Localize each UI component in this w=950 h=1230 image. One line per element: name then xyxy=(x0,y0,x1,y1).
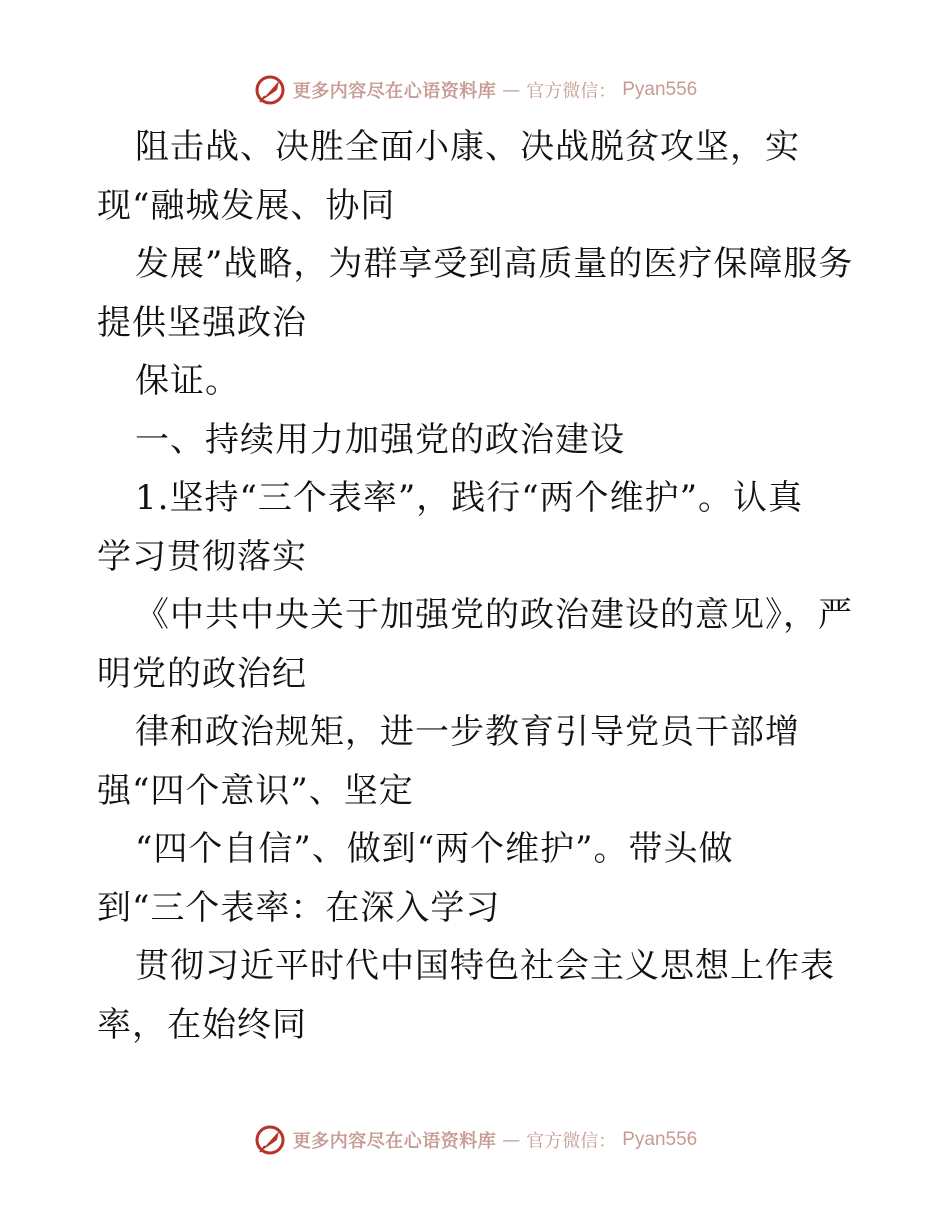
text-line: 阻击战、决胜全面小康、决战脱贫攻坚，实 xyxy=(135,127,800,167)
banner-subtitle: 官方微信： xyxy=(526,1131,617,1152)
text-line: 律和政治规矩，进一步教育引导党员干部增 xyxy=(135,712,800,752)
text-line: 保证。 xyxy=(135,361,240,401)
banner-text: 更多内容尽在心语资料库 xyxy=(292,1131,497,1152)
banner-wechat-id: Pyan556 xyxy=(622,79,698,100)
text-line: 率，在始终同 xyxy=(97,1004,307,1045)
text-line: 明党的政治纪 xyxy=(97,653,307,694)
banner-subtitle: 官方微信： xyxy=(526,81,617,102)
banner-dash: — xyxy=(502,79,521,101)
quill-logo-icon xyxy=(253,1123,287,1157)
text-line: 《中共中央关于加强党的政治建设的意见》，严 xyxy=(135,595,853,635)
header-banner xyxy=(0,70,950,110)
banner-text: 更多内容尽在心语资料库 xyxy=(292,81,497,102)
text-line: 1.坚持“三个表率”，践行“两个维护”。认真 xyxy=(135,478,803,518)
quill-logo-icon xyxy=(253,73,287,107)
text-line: 现“融城发展、协同 xyxy=(97,185,396,226)
text-line: 发展”战略，为群享受到高质量的医疗保障服务 xyxy=(135,244,854,284)
section-heading: 一、持续用力加强党的政治建设 xyxy=(135,419,625,460)
banner-wechat-id: Pyan556 xyxy=(622,1129,698,1150)
text-line: 到“三个表率：在深入学习 xyxy=(97,887,501,928)
document-body xyxy=(97,118,857,1054)
text-line: “四个自信”、做到“两个维护”。带头做 xyxy=(135,829,734,869)
footer-banner xyxy=(0,1120,950,1160)
text-line: 强“四个意识”、坚定 xyxy=(97,770,414,811)
text-line: 学习贯彻落实 xyxy=(97,536,307,577)
text-line: 贯彻习近平时代中国特色社会主义思想上作表 xyxy=(135,946,835,986)
text-line: 提供坚强政治 xyxy=(97,302,307,343)
banner-dash: — xyxy=(502,1129,521,1151)
